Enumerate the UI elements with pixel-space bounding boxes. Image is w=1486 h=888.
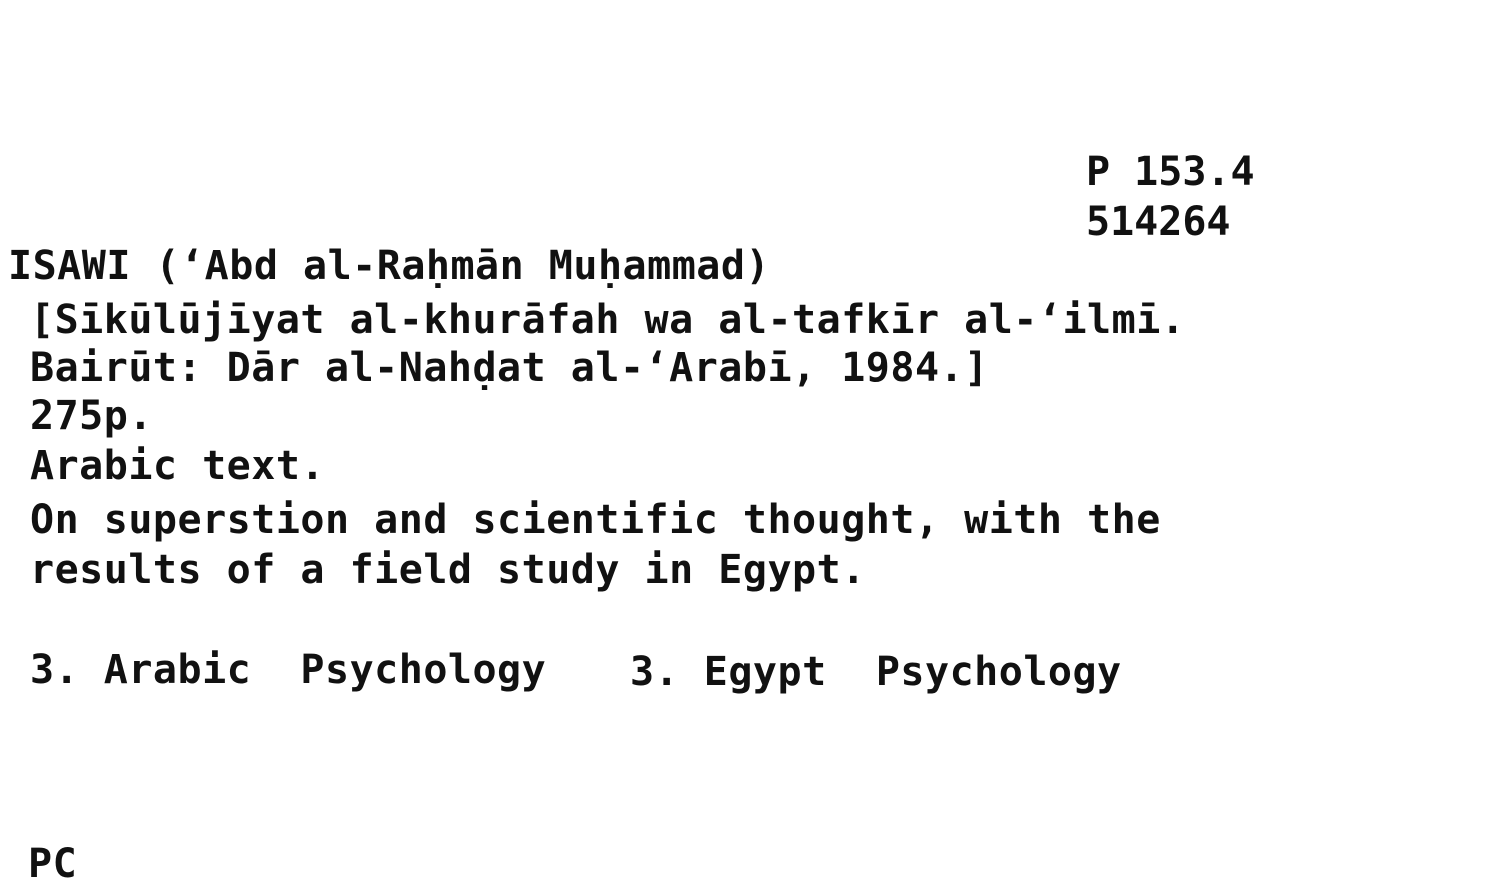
call-number-class: P 153.4 bbox=[1086, 149, 1255, 195]
summary-line-2: results of a field study in Egypt. bbox=[30, 547, 866, 593]
footer-code: PC bbox=[28, 841, 78, 887]
author-heading: ISAWI (‘Abd al-Raḥmān Muḥammad) bbox=[8, 243, 771, 289]
language-note: Arabic text. bbox=[30, 443, 325, 489]
pagination: 275p. bbox=[30, 393, 153, 439]
summary-line-1: On superstion and scientific thought, with the bbox=[30, 497, 1161, 543]
title-line-2: Bairūt: Dār al-Nahḍat al-‘Arabī, 1984.] bbox=[30, 345, 989, 391]
subject-entry-1: 3. Arabic Psychology bbox=[30, 647, 547, 693]
call-number-accession: 514264 bbox=[1086, 199, 1231, 245]
title-line-1: [Sīkūlūjīyat al-khurāfah wa al-tafkīr al-‘ilmī. bbox=[30, 297, 1186, 343]
subject-entry-2: 3. Egypt Psychology bbox=[630, 649, 1122, 695]
